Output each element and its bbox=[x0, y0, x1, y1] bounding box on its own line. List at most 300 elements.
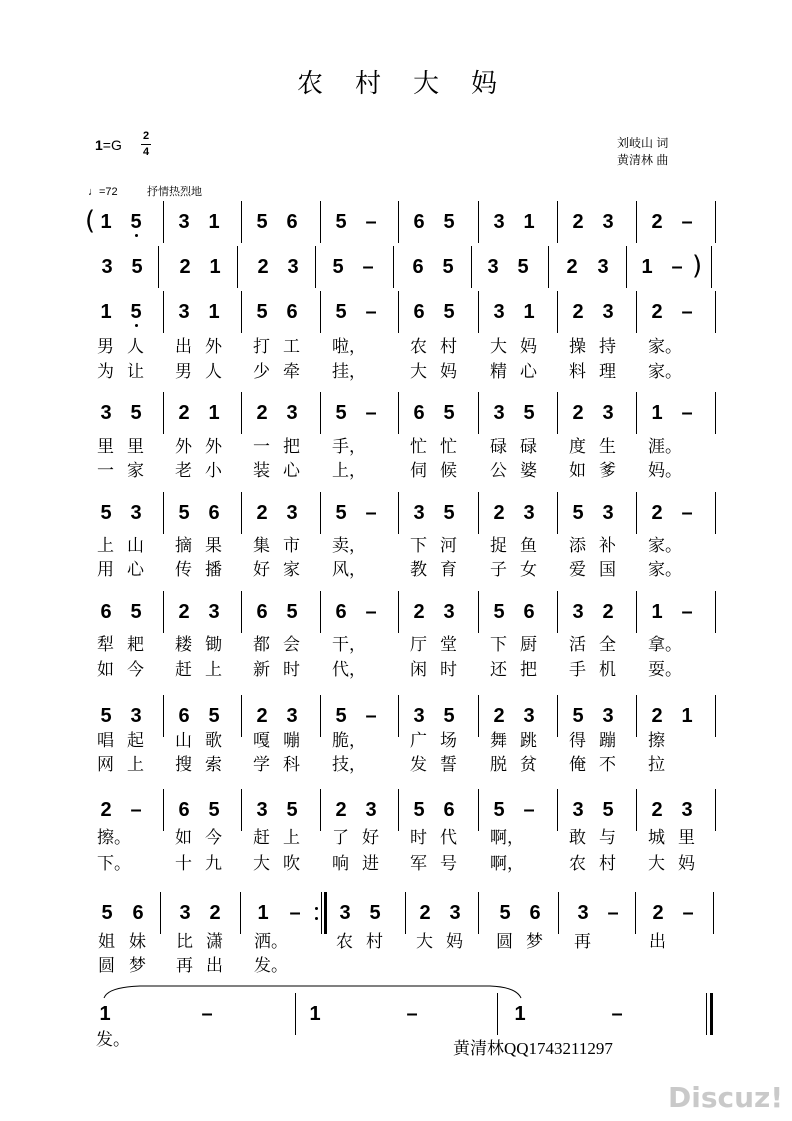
lyric-char: 洒。 bbox=[254, 932, 288, 952]
lyric-char: 敢 bbox=[569, 828, 586, 848]
lyric-char: 犁 bbox=[97, 635, 114, 655]
note: 1 bbox=[641, 256, 653, 278]
note: 3 bbox=[256, 799, 268, 821]
note: 3 bbox=[179, 902, 191, 924]
note: 3 bbox=[286, 502, 298, 524]
lyric-char: 摘 bbox=[175, 536, 192, 556]
note: 3 bbox=[413, 705, 425, 727]
note: 1 bbox=[651, 402, 663, 424]
lyric-char: 市 bbox=[283, 536, 300, 556]
note: 5 bbox=[602, 799, 614, 821]
note: 3 bbox=[178, 301, 190, 323]
note: 2 bbox=[256, 502, 268, 524]
lyric-char: 心 bbox=[127, 560, 144, 580]
lyric-char: 农 bbox=[410, 337, 427, 357]
note: 2 bbox=[178, 402, 190, 424]
lyric-char: 号 bbox=[440, 854, 457, 874]
note: 2 bbox=[602, 601, 614, 623]
note: 3 bbox=[602, 705, 614, 727]
note: 5 bbox=[443, 402, 455, 424]
note: 3 bbox=[493, 301, 505, 323]
lyric-char: 舞 bbox=[490, 731, 507, 751]
lyric-char: 代， bbox=[332, 660, 366, 680]
lyric-char: 一 bbox=[253, 437, 270, 457]
note: 2 bbox=[572, 211, 584, 233]
note: 6 bbox=[286, 301, 298, 323]
lyric-char: 妹 bbox=[129, 932, 146, 952]
lyric-char: 索 bbox=[205, 755, 222, 775]
note: 3 bbox=[101, 256, 113, 278]
lyric-char: 厨 bbox=[520, 635, 537, 655]
note: 6 bbox=[529, 902, 541, 924]
note: 2 bbox=[651, 799, 663, 821]
lyric-char: 装 bbox=[253, 461, 270, 481]
lyric-char: 家。 bbox=[648, 362, 682, 382]
lyric-char: 家。 bbox=[648, 337, 682, 357]
lyric-char: 大 bbox=[490, 337, 507, 357]
note: 5 bbox=[493, 601, 505, 623]
note: 3 bbox=[602, 402, 614, 424]
lyric-char: 传 bbox=[175, 560, 192, 580]
close-parenthesis: ) bbox=[692, 251, 703, 281]
lyric-char: 如 bbox=[97, 660, 114, 680]
sustain-dash: – bbox=[365, 211, 377, 233]
note: 2 bbox=[493, 705, 505, 727]
note: 1 bbox=[309, 1003, 321, 1025]
note: 1 bbox=[208, 211, 220, 233]
lyric-char: 誓 bbox=[440, 755, 457, 775]
lyric-char: 忙 bbox=[410, 437, 427, 457]
note: 5 bbox=[332, 256, 344, 278]
note: 1 bbox=[257, 902, 269, 924]
lyric-char: 上， bbox=[332, 461, 366, 481]
lyric-char: 大 bbox=[253, 854, 270, 874]
lyric-char: 里 bbox=[127, 437, 144, 457]
note: 3 bbox=[339, 902, 351, 924]
note: 5 bbox=[130, 301, 142, 323]
lyric-char: 补 bbox=[599, 536, 616, 556]
lyric-char: 把 bbox=[283, 437, 300, 457]
note: 5 bbox=[572, 502, 584, 524]
lyric-char: 伺 bbox=[410, 461, 427, 481]
lyric-char: 持 bbox=[599, 337, 616, 357]
lyric-char: 啦， bbox=[332, 337, 366, 357]
sustain-dash: – bbox=[671, 256, 683, 278]
note: 3 bbox=[208, 601, 220, 623]
note: 3 bbox=[100, 402, 112, 424]
note: 2 bbox=[652, 902, 664, 924]
note: 2 bbox=[572, 301, 584, 323]
note: 2 bbox=[256, 402, 268, 424]
note: 5 bbox=[335, 502, 347, 524]
note: 3 bbox=[286, 705, 298, 727]
note: 5 bbox=[178, 502, 190, 524]
lyric-char: 再 bbox=[574, 932, 591, 952]
lyric-char: 好 bbox=[253, 560, 270, 580]
note: 1 bbox=[100, 301, 112, 323]
lyric-char: 如 bbox=[569, 461, 586, 481]
lyric-char: 上 bbox=[127, 755, 144, 775]
lyric-char: 脱 bbox=[490, 755, 507, 775]
lyric-char: 下 bbox=[410, 536, 427, 556]
lyric-char: 都 bbox=[253, 635, 270, 655]
note: 3 bbox=[523, 705, 535, 727]
lyric-char: 锄 bbox=[205, 635, 222, 655]
lyric-char: 啊， bbox=[490, 828, 524, 848]
lyric-char: 候 bbox=[440, 461, 457, 481]
lyric-char: 家。 bbox=[648, 560, 682, 580]
note: 3 bbox=[287, 256, 299, 278]
lyric-char: 山 bbox=[127, 536, 144, 556]
lyric-char: 农 bbox=[569, 854, 586, 874]
lyric-char: 今 bbox=[205, 828, 222, 848]
note: 2 bbox=[209, 902, 221, 924]
lyric-char: 了 bbox=[332, 828, 349, 848]
lyric-char: 家。 bbox=[648, 536, 682, 556]
lyric-char: 一 bbox=[97, 461, 114, 481]
sustain-dash: – bbox=[201, 1003, 213, 1025]
note: 1 bbox=[681, 705, 693, 727]
note: 5 bbox=[443, 211, 455, 233]
lyric-char: 风， bbox=[332, 560, 366, 580]
lyric-char: 城 bbox=[648, 828, 665, 848]
note: 5 bbox=[369, 902, 381, 924]
lyric-char: 人 bbox=[205, 362, 222, 382]
lyric-char: 活 bbox=[569, 635, 586, 655]
note: 6 bbox=[413, 301, 425, 323]
lyric-char: 妈 bbox=[520, 337, 537, 357]
lyric-char: 响 bbox=[332, 854, 349, 874]
lyric-char: 生 bbox=[599, 437, 616, 457]
note: 2 bbox=[335, 799, 347, 821]
lyric-char: 再 bbox=[176, 956, 193, 976]
sustain-dash: – bbox=[607, 902, 619, 924]
lyric-char: 老 bbox=[175, 461, 192, 481]
lyric-char: 牵 bbox=[283, 362, 300, 382]
expression-marking: 抒情热烈地 bbox=[147, 186, 202, 198]
note: 5 bbox=[131, 256, 143, 278]
note: 2 bbox=[651, 502, 663, 524]
sustain-dash: – bbox=[406, 1003, 418, 1025]
lyric-char: 工 bbox=[283, 337, 300, 357]
lyric-char: 家 bbox=[127, 461, 144, 481]
lyric-char: 农 bbox=[336, 932, 353, 952]
sustain-dash: – bbox=[130, 799, 142, 821]
note: 2 bbox=[413, 601, 425, 623]
lyric-char: 贫 bbox=[520, 755, 537, 775]
key-name: =G bbox=[102, 137, 122, 153]
lyric-char: 擦 bbox=[648, 731, 665, 751]
note: 3 bbox=[413, 502, 425, 524]
lyric-char: 时 bbox=[283, 660, 300, 680]
time-signature-bottom: 4 bbox=[142, 146, 150, 158]
lyric-char: 机 bbox=[599, 660, 616, 680]
note: 5 bbox=[413, 799, 425, 821]
sustain-dash: – bbox=[681, 502, 693, 524]
lyric-char: 手， bbox=[332, 437, 366, 457]
note: 1 bbox=[514, 1003, 526, 1025]
note: 5 bbox=[130, 601, 142, 623]
lyric-char: 场 bbox=[440, 731, 457, 751]
lyric-char: 操 bbox=[569, 337, 586, 357]
lyric-char: 男 bbox=[175, 362, 192, 382]
note: 6 bbox=[208, 502, 220, 524]
lyric-char: 出 bbox=[175, 337, 192, 357]
lyric-char: 大 bbox=[648, 854, 665, 874]
lyric-char: 广 bbox=[410, 731, 427, 751]
note: 5 bbox=[100, 502, 112, 524]
lyric-char: 手 bbox=[569, 660, 586, 680]
lyric-char: 梦 bbox=[129, 956, 146, 976]
lyric-char: 爱 bbox=[569, 560, 586, 580]
note: 5 bbox=[335, 705, 347, 727]
sustain-dash: – bbox=[682, 902, 694, 924]
note: 2 bbox=[651, 211, 663, 233]
lyric-char: 碌 bbox=[490, 437, 507, 457]
lyric-char: 教 bbox=[410, 560, 427, 580]
note: 3 bbox=[523, 502, 535, 524]
note: 6 bbox=[413, 211, 425, 233]
sustain-dash: – bbox=[365, 502, 377, 524]
note: 5 bbox=[499, 902, 511, 924]
note: 5 bbox=[335, 211, 347, 233]
lyric-char: 为 bbox=[97, 362, 114, 382]
lyric-char: 蹦 bbox=[599, 731, 616, 751]
lyric-char: 十 bbox=[175, 854, 192, 874]
lyric-char: 妈 bbox=[440, 362, 457, 382]
lyric-char: 网 bbox=[97, 755, 114, 775]
lyric-char: 时 bbox=[440, 660, 457, 680]
lyric-char: 嘣 bbox=[283, 731, 300, 751]
note: 3 bbox=[449, 902, 461, 924]
note: 5 bbox=[517, 256, 529, 278]
lyric-char: 集 bbox=[253, 536, 270, 556]
lyric-char: 把 bbox=[520, 660, 537, 680]
note: 5 bbox=[335, 402, 347, 424]
lyric-char: 军 bbox=[410, 854, 427, 874]
note: 3 bbox=[572, 799, 584, 821]
lyric-char: 搜 bbox=[175, 755, 192, 775]
note: 1 bbox=[208, 402, 220, 424]
lyric-char: 俺 bbox=[569, 755, 586, 775]
lyric-char: 里 bbox=[678, 828, 695, 848]
note: 3 bbox=[493, 211, 505, 233]
note: 3 bbox=[597, 256, 609, 278]
lyric-char: 外 bbox=[205, 437, 222, 457]
lyric-char: 潇 bbox=[206, 932, 223, 952]
note: 5 bbox=[335, 301, 347, 323]
lyric-char: 人 bbox=[127, 337, 144, 357]
lyric-char: 干， bbox=[332, 635, 366, 655]
sustain-dash: – bbox=[365, 301, 377, 323]
lyric-char: 圆 bbox=[496, 932, 513, 952]
lyric-char: 子 bbox=[490, 560, 507, 580]
note: 5 bbox=[208, 705, 220, 727]
note: 1 bbox=[208, 301, 220, 323]
note: 6 bbox=[286, 211, 298, 233]
lyricist-credit: 刘岐山 词 bbox=[617, 136, 669, 150]
lyric-char: 耍。 bbox=[648, 660, 682, 680]
lyric-char: 啊， bbox=[490, 854, 524, 874]
note: 1 bbox=[99, 1003, 111, 1025]
lyric-char: 跳 bbox=[520, 731, 537, 751]
lyric-char: 时 bbox=[410, 828, 427, 848]
lyric-char: 心 bbox=[520, 362, 537, 382]
note: 1 bbox=[523, 301, 535, 323]
note: 1 bbox=[209, 256, 221, 278]
lyric-char: 挂， bbox=[332, 362, 366, 382]
note: 3 bbox=[365, 799, 377, 821]
lyric-char: 如 bbox=[175, 828, 192, 848]
lyric-char: 闲 bbox=[410, 660, 427, 680]
lyric-char: 新 bbox=[253, 660, 270, 680]
note: 2 bbox=[493, 502, 505, 524]
open-parenthesis: ( bbox=[85, 206, 96, 236]
lyric-char: 还 bbox=[490, 660, 507, 680]
note: 3 bbox=[487, 256, 499, 278]
note: 1 bbox=[100, 211, 112, 233]
sustain-dash: – bbox=[523, 799, 535, 821]
lyric-char: 碌 bbox=[520, 437, 537, 457]
lyric-char: 外 bbox=[205, 337, 222, 357]
lyric-char: 技， bbox=[332, 755, 366, 775]
sustain-dash: – bbox=[362, 256, 374, 278]
lyric-char: 圆 bbox=[98, 956, 115, 976]
song-title: 农村大妈 bbox=[297, 69, 530, 99]
lyric-char: 让 bbox=[127, 362, 144, 382]
note: 3 bbox=[572, 601, 584, 623]
note: 3 bbox=[577, 902, 589, 924]
lyric-char: 里 bbox=[97, 437, 114, 457]
lyric-char: 妈 bbox=[446, 932, 463, 952]
lyric-char: 婆 bbox=[520, 461, 537, 481]
lyric-char: 家 bbox=[283, 560, 300, 580]
note: 3 bbox=[493, 402, 505, 424]
note: 3 bbox=[178, 211, 190, 233]
note: 5 bbox=[256, 301, 268, 323]
lyric-char: 涯。 bbox=[648, 437, 682, 457]
lyric-char: 发。 bbox=[254, 956, 288, 976]
lyric-char: 歌 bbox=[205, 731, 222, 751]
sustain-dash: – bbox=[365, 402, 377, 424]
note: 2 bbox=[178, 601, 190, 623]
lyric-char: 九 bbox=[205, 854, 222, 874]
lyric-char: 嘎 bbox=[253, 731, 270, 751]
lyric-char: 发 bbox=[410, 755, 427, 775]
lyric-char: 拿。 bbox=[648, 635, 682, 655]
lyric-char: 妈 bbox=[678, 854, 695, 874]
note: 5 bbox=[443, 705, 455, 727]
sustain-dash: – bbox=[365, 601, 377, 623]
note: 5 bbox=[100, 705, 112, 727]
sustain-dash: – bbox=[681, 402, 693, 424]
lyric-char: 心 bbox=[283, 461, 300, 481]
lyric-char: 耧 bbox=[175, 635, 192, 655]
lyric-char: 度 bbox=[569, 437, 586, 457]
lyric-char: 男 bbox=[97, 337, 114, 357]
lyric-char: 赶 bbox=[253, 828, 270, 848]
note: 5 bbox=[130, 402, 142, 424]
lyric-char: 村 bbox=[599, 854, 616, 874]
note: 2 bbox=[651, 705, 663, 727]
lyric-char: 发。 bbox=[96, 1030, 130, 1050]
note: 5 bbox=[130, 211, 142, 233]
lyric-char: 上 bbox=[205, 660, 222, 680]
note: 2 bbox=[566, 256, 578, 278]
note: 2 bbox=[572, 402, 584, 424]
arranger-signature: 黄清林QQ1743211297 bbox=[453, 1039, 613, 1058]
note: 3 bbox=[681, 799, 693, 821]
lyric-char: 添 bbox=[569, 536, 586, 556]
lyric-char: 擦。 bbox=[97, 828, 131, 848]
sustain-dash: – bbox=[681, 211, 693, 233]
lyric-char: 大 bbox=[416, 932, 433, 952]
lyric-char: 梦 bbox=[526, 932, 543, 952]
lyric-char: 下。 bbox=[97, 854, 131, 874]
note: 6 bbox=[412, 256, 424, 278]
note: 5 bbox=[208, 799, 220, 821]
note: 6 bbox=[178, 799, 190, 821]
note: 5 bbox=[443, 502, 455, 524]
lyric-char: 理 bbox=[599, 362, 616, 382]
lyric-char: 国 bbox=[599, 560, 616, 580]
note: 5 bbox=[286, 799, 298, 821]
note: 5 bbox=[443, 301, 455, 323]
note: 3 bbox=[602, 502, 614, 524]
lyric-char: 得 bbox=[569, 731, 586, 751]
note: 3 bbox=[602, 211, 614, 233]
lyric-char: 果 bbox=[205, 536, 222, 556]
lyric-char: 吹 bbox=[283, 854, 300, 874]
note: 2 bbox=[256, 705, 268, 727]
lyric-char: 忙 bbox=[440, 437, 457, 457]
note: 6 bbox=[443, 799, 455, 821]
note: 6 bbox=[256, 601, 268, 623]
note: 6 bbox=[132, 902, 144, 924]
lyric-char: 唱 bbox=[97, 731, 114, 751]
lyric-char: 大 bbox=[410, 362, 427, 382]
note: 5 bbox=[493, 799, 505, 821]
lyric-char: 堂 bbox=[440, 635, 457, 655]
lyric-char: 出 bbox=[206, 956, 223, 976]
note: 3 bbox=[286, 402, 298, 424]
lyric-char: 赶 bbox=[175, 660, 192, 680]
lyric-char: 学 bbox=[253, 755, 270, 775]
lyric-char: 料 bbox=[569, 362, 586, 382]
lyric-char: 进 bbox=[362, 854, 379, 874]
note: 2 bbox=[257, 256, 269, 278]
sustain-dash: – bbox=[681, 301, 693, 323]
note: 5 bbox=[256, 211, 268, 233]
note: 6 bbox=[523, 601, 535, 623]
lyric-char: 拉 bbox=[648, 755, 665, 775]
lyric-char: 河 bbox=[440, 536, 457, 556]
lyric-char: 比 bbox=[176, 932, 193, 952]
note: 3 bbox=[443, 601, 455, 623]
note: 2 bbox=[179, 256, 191, 278]
lyric-char: 脆， bbox=[332, 731, 366, 751]
note: 3 bbox=[602, 301, 614, 323]
lyric-char: 山 bbox=[175, 731, 192, 751]
sustain-dash: – bbox=[289, 902, 301, 924]
lyric-char: 好 bbox=[362, 828, 379, 848]
sustain-dash: – bbox=[611, 1003, 623, 1025]
lyric-char: 起 bbox=[127, 731, 144, 751]
note: 6 bbox=[100, 601, 112, 623]
lyric-char: 少 bbox=[253, 362, 270, 382]
lyric-char: 全 bbox=[599, 635, 616, 655]
lyric-char: 播 bbox=[205, 560, 222, 580]
